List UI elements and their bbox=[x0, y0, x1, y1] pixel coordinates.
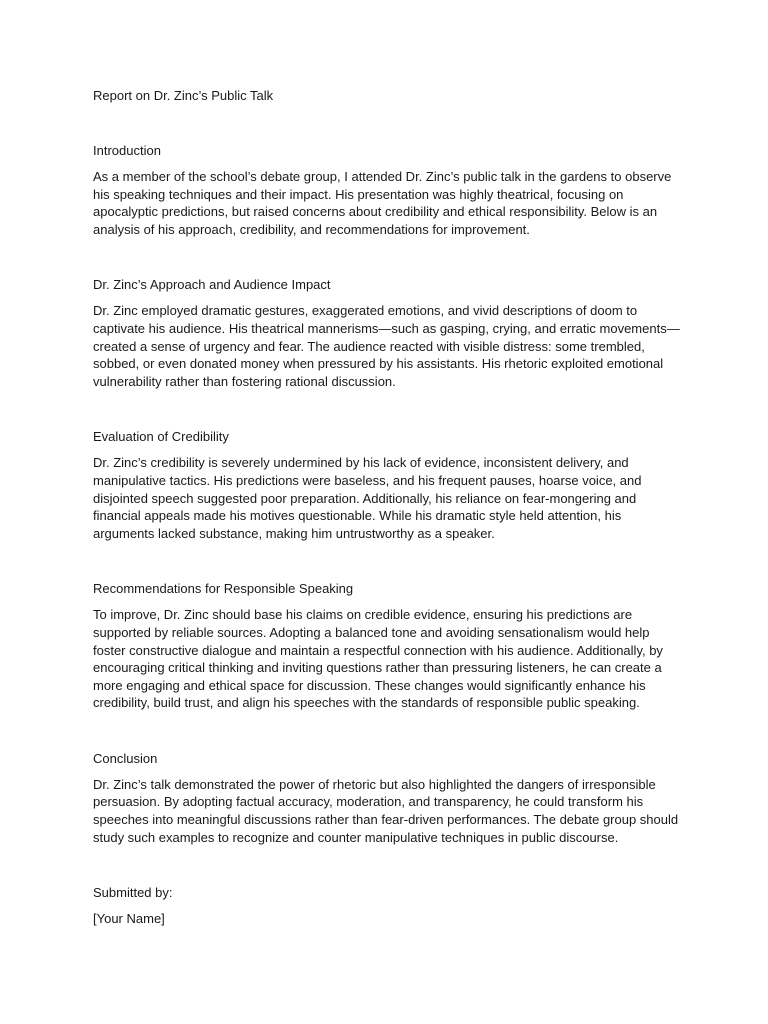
author-name-placeholder: [Your Name] bbox=[93, 911, 165, 927]
section-heading: Introduction bbox=[93, 143, 161, 158]
section-recommendations bbox=[93, 580, 683, 712]
section-heading: Recommendations for Responsible Speaking bbox=[93, 581, 354, 597]
section-heading: Evaluation of Credibility bbox=[93, 429, 229, 445]
submitted-by-label: Submitted by: bbox=[93, 885, 173, 901]
section-paragraph: Dr. Zinc’s talk demonstrated the power of rhetoric but also highlighted the dangers of irresponsible persuasion. By adopting factual accuracy, moderation, and transparency, he could transform his speeches into meaningful discussions rather than fear-driven performances. The debate group should study such examples to recognize and counter manipulative techniques in public discourse. bbox=[93, 776, 679, 845]
section-conclusion bbox=[93, 750, 683, 846]
section-paragraph: To improve, Dr. Zinc should base his claims on credible evidence, ensuring his predictions are supported by reliable sources. Adopting a balanced tone and avoiding sensationalism would help foster constructive dialogue and maintain a respectful connection with his audience. Additionally, by encouraging critical thinking and inviting questions rather than pressuring listeners, he can create a more engaging and ethical space for discussion. These changes would significantly enhance his credibility, build trust, and align his speeches with the standards of responsible public speaking. bbox=[93, 607, 663, 711]
section-introduction bbox=[93, 142, 683, 238]
section-heading: Dr. Zinc’s Approach and Audience Impact bbox=[93, 277, 331, 293]
section-heading: Conclusion bbox=[93, 750, 158, 766]
document-title: Report on Dr. Zinc’s Public Talk bbox=[93, 88, 274, 103]
section-paragraph: Dr. Zinc’s credibility is severely undermined by his lack of evidence, inconsistent delivery, and manipulative tactics. His predictions were baseless, and his frequent pauses, hoarse voice, and disjointed speech suggested poor preparation. Additionally, his reliance on fear-mongering and financial appeals made his motives questionable. While his dramatic style held attention, his arguments lacked substance, making him untrustworthy as a speaker. bbox=[93, 455, 642, 541]
section-paragraph: Dr. Zinc employed dramatic gestures, exaggerated emotions, and vivid descriptions of doom to captivate his audience. His theatrical mannerisms—such as gasping, crying, and erratic movements—created a sense of urgency and fear. The audience reacted with visible distress: some trembled, sobbed, or even donated money when pressured by his assistants. His rhetoric exploited emotional vulnerability rather than fostering rational discussion. bbox=[93, 303, 680, 389]
section-paragraph: As a member of the school’s debate group, I attended Dr. Zinc’s public talk in the gardens to observe his speaking techniques and their impact. His presentation was highly theatrical, focusing on apocalyptic predictions, but raised concerns about credibility and ethical responsibility. Below is an analysis of his approach, credibility, and recommendations for improvement. bbox=[93, 169, 672, 237]
document-page bbox=[93, 87, 683, 927]
section-credibility bbox=[93, 428, 683, 542]
section-approach bbox=[93, 276, 683, 390]
